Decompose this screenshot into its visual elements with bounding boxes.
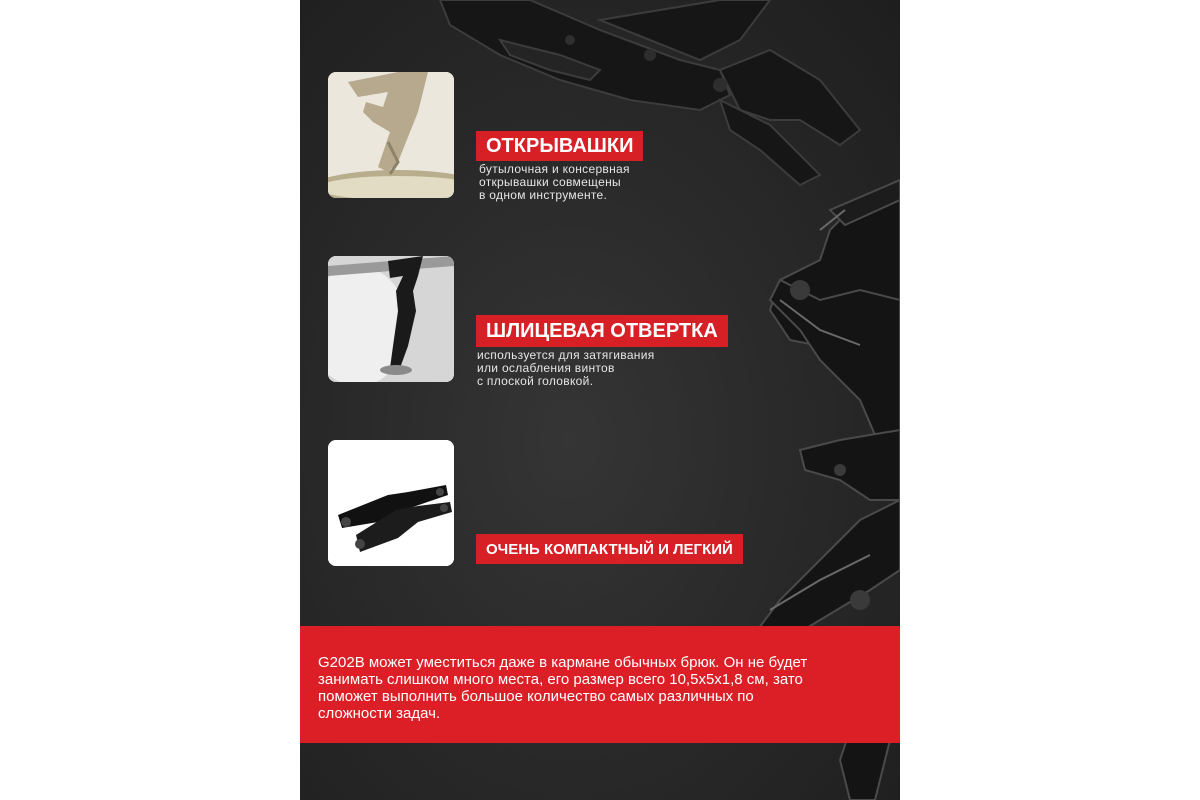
product-card <box>300 0 900 800</box>
feature-2-description: используется для затягивания или ослабления винтов с плоской головкой. <box>477 348 655 388</box>
feature-1-title: ОТКРЫВАШКИ <box>476 131 643 161</box>
feature-2-title: ШЛИЦЕВАЯ ОТВЕРТКА <box>476 315 728 347</box>
description-text: G202B может уместиться даже в кармане обычных брюк. Он не будет занимать слишком много места, его размер всего 10,5х5х1,8 см, зато поможет выполнить большое количество самых различных по сложности задач. <box>318 654 808 722</box>
description-panel <box>300 626 900 743</box>
folded-multitool-photo-icon <box>328 440 454 566</box>
screwdriver-photo <box>328 256 454 382</box>
screwdriver-photo-icon <box>328 256 454 382</box>
feature-3-title: ОЧЕНЬ КОМПАКТНЫЙ И ЛЕГКИЙ <box>476 534 743 564</box>
bottle-opener-photo <box>328 72 454 198</box>
folded-multitool-photo <box>328 440 454 566</box>
feature-1-description: бутылочная и консервная открывашки совмещены в одном инструменте. <box>479 162 630 202</box>
bottle-opener-photo-icon <box>328 72 454 198</box>
